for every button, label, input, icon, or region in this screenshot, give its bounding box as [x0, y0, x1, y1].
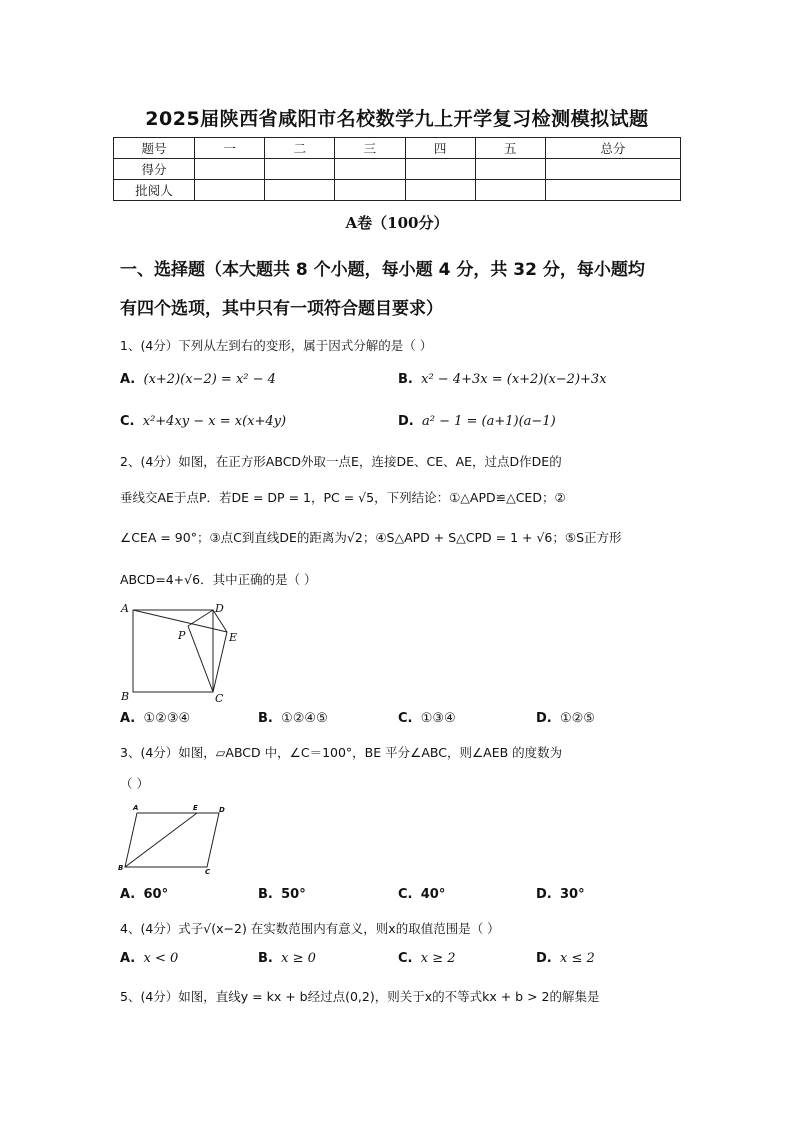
q2-option-c[interactable] [398, 711, 456, 726]
grader-cell[interactable] [265, 180, 335, 201]
option-letter: B. [258, 887, 273, 902]
option-text: x < 0 [143, 951, 179, 966]
option-text: 60° [143, 887, 169, 902]
option-text: ①②④⑤ [281, 711, 328, 726]
option-text: x ≥ 0 [281, 951, 316, 966]
question-3-line2: （ ） [120, 776, 149, 791]
q4-option-c[interactable] [398, 951, 456, 966]
question-2-line3: ∠CEA = 90°；③点C到直线DE的距离为√2；④S△APD + S△CPD = 1 + √6；⑤S正方形 [120, 530, 622, 545]
score-cell[interactable] [265, 159, 335, 180]
option-text: a² − 1 = (a+1)(a−1) [422, 414, 556, 429]
option-letter: D. [398, 414, 414, 429]
table-row-label: 得分 [114, 159, 195, 180]
q2-option-b[interactable] [258, 711, 328, 726]
q1-option-d[interactable] [398, 414, 556, 429]
q3-option-c[interactable] [398, 887, 445, 902]
table-header-cell: 四 [405, 138, 475, 159]
grader-cell[interactable] [545, 180, 680, 201]
q1-option-b[interactable] [398, 372, 607, 387]
label-d: D [215, 602, 224, 615]
label-p: P [178, 629, 186, 642]
q4-option-d[interactable] [536, 951, 595, 966]
option-text: ①②⑤ [560, 711, 595, 726]
label-b: B [118, 864, 124, 872]
q1-option-c[interactable] [120, 414, 286, 429]
q1-option-a[interactable] [120, 372, 276, 387]
table-header-cell: 二 [265, 138, 335, 159]
label-e: E [229, 631, 238, 644]
section-heading-line1: 一、选择题（本大题共 8 个小题，每小题 4 分，共 32 分，每小题均 [120, 260, 645, 280]
grader-cell[interactable] [405, 180, 475, 201]
q4-option-a[interactable] [120, 951, 178, 966]
option-letter: D. [536, 951, 552, 966]
label-c: C [215, 692, 224, 705]
volume-heading: A卷（100分） [345, 214, 449, 232]
option-letter: C. [398, 711, 413, 726]
option-text: x²+4xy − x = x(x+4y) [142, 414, 287, 429]
parallelogram-shape [125, 813, 219, 867]
grader-cell[interactable] [195, 180, 265, 201]
option-letter: B. [398, 372, 413, 387]
table-header-cell: 五 [475, 138, 545, 159]
option-text: 50° [281, 887, 306, 902]
option-letter: C. [398, 951, 413, 966]
option-letter: B. [258, 951, 273, 966]
q2-option-d[interactable] [536, 711, 595, 726]
square-abcd-figure [115, 600, 250, 705]
option-text: x ≤ 2 [560, 951, 595, 966]
question-4-stem: 4、(4分）式子√(x−2) 在实数范围内有意义，则x的取值范围是（ ） [120, 921, 500, 936]
segment-pc [188, 626, 213, 692]
score-cell[interactable] [195, 159, 265, 180]
q3-option-d[interactable] [536, 887, 585, 902]
table-header-cell: 一 [195, 138, 265, 159]
option-letter: A. [120, 711, 136, 726]
square-shape [133, 610, 213, 692]
table-header-cell: 题号 [114, 138, 195, 159]
score-table [113, 137, 681, 201]
page-title: 2025届陕西省咸阳市名校数学九上开学复习检测模拟试题 [145, 108, 649, 130]
section-heading-line2: 有四个选项，其中只有一项符合题目要求） [120, 299, 443, 319]
label-a: A [121, 602, 129, 615]
option-text: ①②③④ [143, 711, 191, 726]
question-2-line1: 2、(4分）如图，在正方形ABCD外取一点E，连接DE、CE、AE，过点D作DE的 [120, 454, 562, 469]
question-1-stem: 1、(4分）下列从左到右的变形，属于因式分解的是（ ） [120, 338, 433, 353]
q4-option-b[interactable] [258, 951, 316, 966]
score-cell[interactable] [545, 159, 680, 180]
option-letter: C. [398, 887, 413, 902]
parallelogram-abcd-figure [115, 800, 230, 875]
option-letter: A. [120, 951, 136, 966]
table-row [114, 138, 681, 159]
q2-option-a[interactable] [120, 711, 190, 726]
option-letter: D. [536, 887, 552, 902]
option-text: (x+2)(x−2) = x² − 4 [143, 372, 276, 387]
q3-option-b[interactable] [258, 887, 306, 902]
label-a: A [133, 804, 139, 812]
table-row [114, 180, 681, 201]
score-cell[interactable] [405, 159, 475, 180]
score-cell[interactable] [475, 159, 545, 180]
option-letter: A. [120, 372, 136, 387]
option-text: x ≥ 2 [420, 951, 456, 966]
option-text: ①③④ [420, 711, 456, 726]
table-row [114, 159, 681, 180]
segment-be [125, 813, 197, 867]
segment-dp [188, 610, 213, 626]
grader-cell[interactable] [335, 180, 405, 201]
score-cell[interactable] [335, 159, 405, 180]
option-text: 30° [560, 887, 585, 902]
question-2-line4: ABCD=4+√6．其中正确的是（ ） [120, 572, 317, 587]
question-3-line1: 3、(4分）如图，▱ABCD 中，∠C＝100°，BE 平分∠ABC，则∠AEB 的度数为 [120, 745, 563, 760]
question-2-line2: 垂线交AE于点P．若DE = DP = 1，PC = √5，下列结论：①△APD≌△CED；② [120, 490, 566, 505]
grader-cell[interactable] [475, 180, 545, 201]
option-letter: A. [120, 887, 136, 902]
label-c: C [205, 868, 211, 875]
table-header-cell: 总分 [545, 138, 680, 159]
option-text: x² − 4+3x = (x+2)(x−2)+3x [421, 372, 607, 387]
label-d: D [219, 806, 225, 814]
q3-option-a[interactable] [120, 887, 168, 902]
label-e: E [193, 804, 198, 812]
question-5-stem: 5、(4分）如图，直线y = kx + b经过点(0,2)，则关于x的不等式kx + b > 2的解集是 [120, 989, 600, 1004]
label-b: B [121, 690, 130, 703]
option-letter: D. [536, 711, 552, 726]
option-letter: C. [120, 414, 135, 429]
option-text: 40° [420, 887, 446, 902]
segment-ce [213, 632, 227, 692]
table-header-cell: 三 [335, 138, 405, 159]
option-letter: B. [258, 711, 273, 726]
table-row-label: 批阅人 [114, 180, 195, 201]
